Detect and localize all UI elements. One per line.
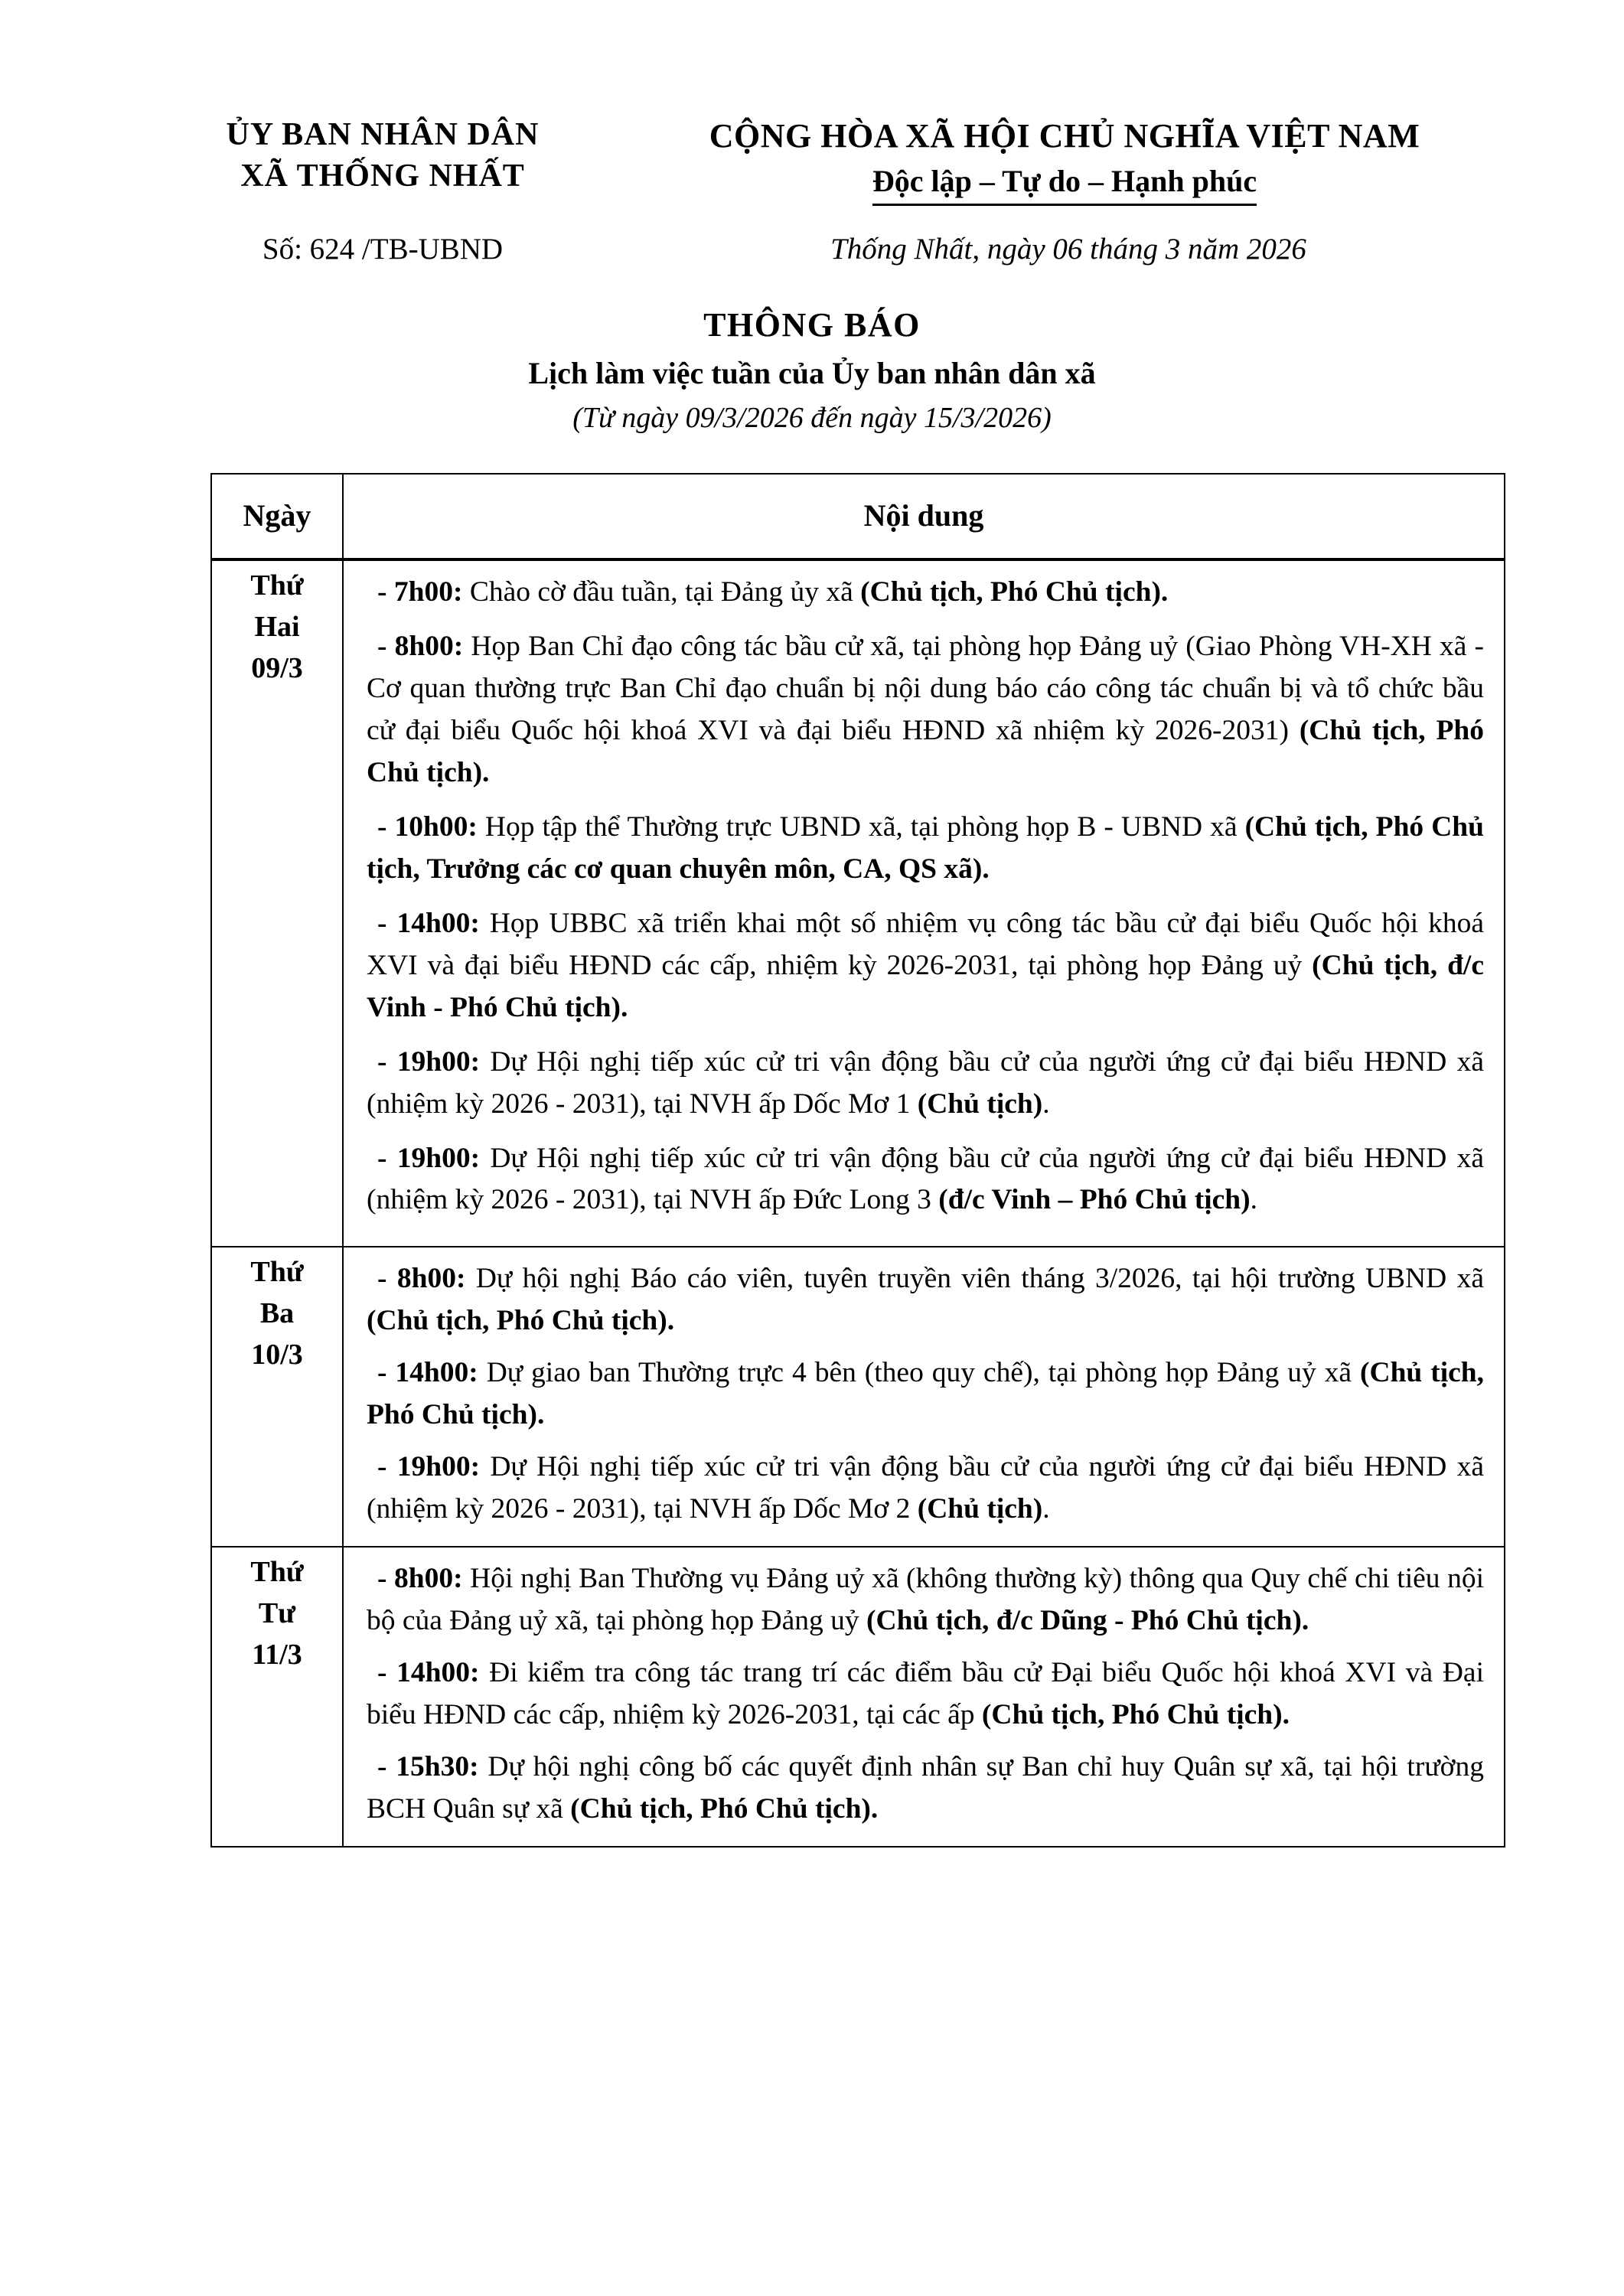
entry-description: Hội nghị Ban Thường vụ Đảng uỷ xã (không thường kỳ) thông qua Quy chế chi tiêu nội bộ của Đảng uỷ xã, tại phòng họp Đảng uỷ [367,1563,1484,1636]
schedule-entry [367,1446,1484,1531]
day-date: 11/3 [252,1638,302,1671]
issuing-authority-line-2: XÃ THỐNG NHẤT [240,158,525,194]
column-header-day: Ngày [211,474,343,559]
content-cell [343,559,1505,1247]
day-name: Thứ [250,1556,304,1589]
entry-terminator: . [1042,1088,1050,1120]
issuing-authority-line-1: ỦY BAN NHÂN DÂN [226,117,540,152]
entry-time: - 8h00: [377,1263,466,1295]
entry-time: - 19h00: [377,1045,481,1078]
day-name-second: Hai [254,611,300,644]
entry-description: Dự Hội nghị tiếp xúc cử tri vận động bầu cử của người ứng cử đại biểu HĐND xã (nhiệm kỳ 2026 - 2031), tại NVH ấp Dốc Mơ 1 [367,1045,1484,1120]
entry-description: Đi kiểm tra công tác trang trí các điểm bầu cử Đại biểu Quốc hội khoá XVI và Đại biểu HĐND các cấp, nhiệm kỳ 2026-2031, tại các ấp [367,1656,1484,1730]
date-range-label: (Từ ngày 09/3/2026 đến ngày 15/3/2026) [572,401,1052,434]
entry-participants: (Chủ tịch) [917,1088,1043,1120]
entry-time: - 10h00: [377,810,478,843]
schedule-table-head [211,474,1505,559]
entry-participants: (Chủ tịch, Phó Chủ tịch). [981,1698,1290,1730]
entry-participants: (Chủ tịch, Phó Chủ tịch, Trưởng các cơ quan chuyên môn, CA, QS xã). [367,810,1484,885]
schedule-entry [367,807,1484,891]
entry-participants: (Chủ tịch, Phó Chủ tịch). [367,715,1484,789]
schedule-table [210,473,1505,1847]
entry-description: Họp UBBC xã triển khai một số nhiệm vụ công tác bầu cử đại biểu Quốc hội khoá XVI và đại biểu HĐND các cấp, nhiệm kỳ 2026-2031, tại phòng họp Đảng uỷ [367,907,1484,981]
entry-time: - 8h00: [377,1563,463,1595]
entry-terminator: . [1042,1493,1050,1525]
day-name: Thứ [250,569,304,602]
schedule-entry [367,1746,1484,1831]
day-date: 09/3 [251,652,303,685]
day-name-second: Ba [259,1297,295,1330]
day-name-second: Tư [258,1596,296,1629]
entry-description: Họp tập thể Thường trực UBND xã, tại phòng họp B - UBND xã [477,810,1245,843]
entry-time: - 7h00: [377,576,463,608]
national-motto: Độc lập – Tự do – Hạnh phúc [872,161,1257,206]
schedule-entry [367,1652,1484,1737]
entry-description: Chào cờ đầu tuần, tại Đảng ủy xã [462,576,861,608]
document-header [0,0,1624,206]
document-title-block [0,303,1624,438]
entry-description: Dự Hội nghị tiếp xúc cử tri vận động bầu cử của người ứng cử đại biểu HĐND xã (nhiệm kỳ 2026 - 2031), tại NVH ấp Đức Long 3 [367,1142,1484,1216]
entry-time: - 14h00: [377,1656,480,1688]
day-name: Thứ [250,1256,304,1289]
entry-participants: (Chủ tịch, Phó Chủ tịch). [367,1357,1484,1431]
day-cell [211,1547,343,1847]
schedule-entry [367,626,1484,794]
entry-description: Dự hội nghị Báo cáo viên, tuyên truyền viên tháng 3/2026, tại hội trường UBND xã [465,1263,1484,1295]
table-row [211,1547,1505,1847]
entry-time: - 19h00: [377,1451,481,1483]
schedule-entry [367,1558,1484,1642]
national-heading-block [628,115,1624,206]
table-row [211,559,1505,1247]
schedule-entry [367,1138,1484,1222]
schedule-entry [367,1352,1484,1437]
entry-time: - 15h30: [377,1750,479,1782]
entry-participants: (Chủ tịch, đ/c Dũng - Phó Chủ tịch). [866,1604,1309,1636]
national-name: CỘNG HÒA XÃ HỘI CHỦ NGHĨA VIỆT NAM [709,117,1420,155]
content-cell [343,1547,1505,1847]
entry-participants: (Chủ tịch, Phó Chủ tịch). [570,1792,879,1825]
entry-time: - 8h00: [377,631,464,663]
schedule-entry [367,903,1484,1029]
entry-description: Dự hội nghị công bố các quyết định nhân sự Ban chỉ huy Quân sự xã, tại hội trường BCH Quân sự xã [367,1750,1484,1825]
entry-time: - 14h00: [377,1357,478,1389]
day-cell [211,1247,343,1547]
day-date: 10/3 [251,1339,303,1371]
entry-description: Họp Ban Chỉ đạo công tác bầu cử xã, tại phòng họp Đảng uỷ (Giao Phòng VH-XH xã - Cơ quan thường trực Ban Chỉ đạo chuẩn bị nội dung báo cáo công tác chuẩn bị và tổ chức bầu cử đại biểu Quốc hội khoá XVI và đại biểu HĐND xã nhiệm kỳ 2026-2031) [367,631,1484,747]
content-cell [343,1247,1505,1547]
schedule-table-body [211,559,1505,1846]
entry-description: Dự giao ban Thường trực 4 bên (theo quy chế), tại phòng họp Đảng uỷ xã [478,1357,1360,1389]
day-cell [211,559,343,1247]
document-number: Số: 624 /TB-UBND [262,233,504,266]
page-subtitle: Lịch làm việc tuần của Ủy ban nhân dân xã [528,355,1096,390]
issuing-authority-block [138,115,628,197]
page-title: THÔNG BÁO [703,305,921,344]
entry-participants: (Chủ tịch, Phó Chủ tịch). [367,1305,675,1337]
schedule-table-wrapper [210,473,1505,1847]
column-header-content: Nội dung [343,474,1505,559]
document-meta-row [0,232,1624,268]
entry-time: - 14h00: [377,907,480,939]
entry-participants: (Chủ tịch) [917,1493,1043,1525]
schedule-entry [367,572,1484,614]
document-place-date: Thống Nhất, ngày 06 tháng 3 năm 2026 [830,233,1306,266]
entry-participants: (Chủ tịch, Phó Chủ tịch). [860,576,1169,608]
schedule-entry [367,1258,1484,1342]
entry-terminator: . [1250,1184,1258,1216]
entry-participants: (đ/c Vinh – Phó Chủ tịch) [938,1184,1251,1216]
entry-time: - 19h00: [377,1142,481,1174]
schedule-entry [367,1042,1484,1126]
entry-participants: (Chủ tịch, đ/c Vinh - Phó Chủ tịch). [367,949,1484,1023]
table-header-row [211,474,1505,559]
table-row [211,1247,1505,1547]
entry-description: Dự Hội nghị tiếp xúc cử tri vận động bầu cử của người ứng cử đại biểu HĐND xã (nhiệm kỳ 2026 - 2031), tại NVH ấp Dốc Mơ 2 [367,1451,1484,1525]
